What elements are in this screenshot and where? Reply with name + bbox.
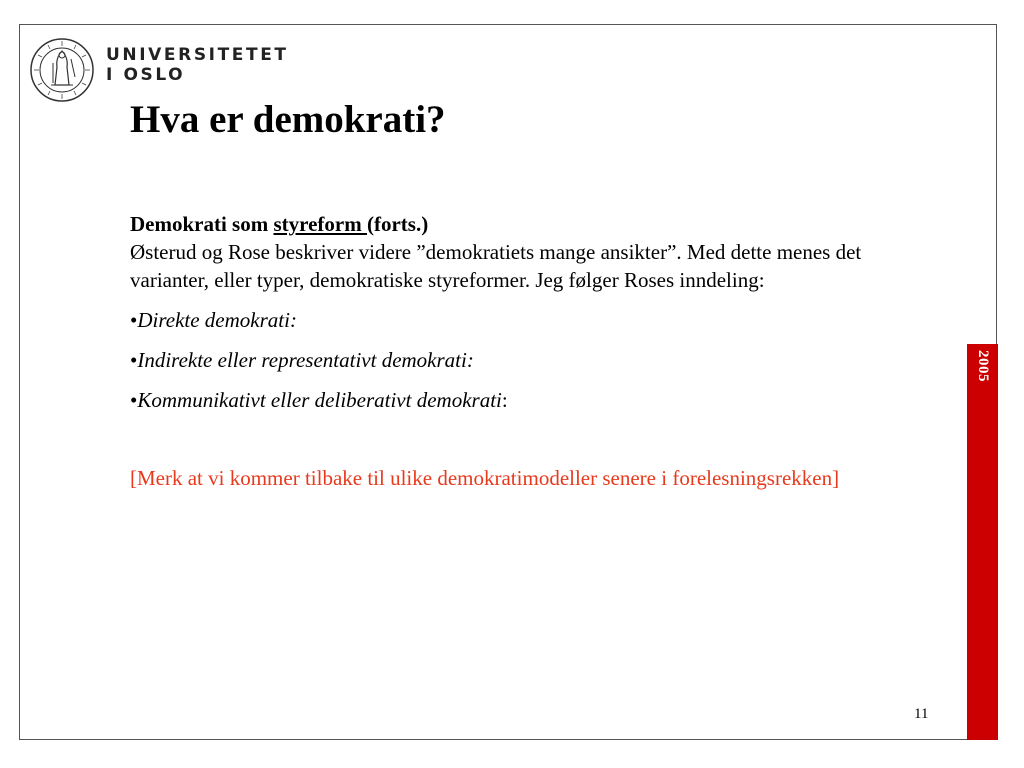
page-number: 11	[914, 706, 929, 722]
bullet-mark: •	[130, 348, 138, 372]
bullet-mark: •	[130, 308, 138, 332]
subheading	[130, 210, 930, 238]
subheading-suffix: (forts.)	[366, 212, 429, 236]
year-label: 2005	[975, 350, 991, 382]
bullet-item	[130, 386, 930, 414]
bullet-mark: •	[130, 388, 138, 412]
bullet-tail: :	[501, 388, 508, 412]
logo-line-1: UNIVERSITETET	[106, 45, 289, 65]
bullet-term: Indirekte eller representativt demokrati:	[137, 348, 474, 372]
university-logo-text	[106, 45, 289, 85]
bullet-term: Kommunikativt eller deliberativt demokrati	[137, 388, 502, 412]
university-seal-icon	[29, 37, 95, 103]
slide-title: Hva er demokrati?	[130, 98, 446, 141]
year-label-box	[967, 344, 998, 404]
slide-content	[130, 210, 930, 492]
subheading-underlined: styreform	[273, 212, 367, 236]
bullet-item	[130, 346, 930, 374]
logo-line-2: I OSLO	[106, 65, 186, 85]
bullet-term: Direkte demokrati:	[137, 308, 297, 332]
subheading-prefix: Demokrati som	[130, 212, 274, 236]
body-paragraph: Østerud og Rose beskriver videre ”demokratiets mange ansikter”. Med dette menes det varianter, eller typer, demokratiske styreformer. Jeg følger Roses inndeling:	[130, 240, 862, 292]
bullet-item	[130, 306, 930, 334]
note-text: [Merk at vi kommer tilbake til ulike demokratimodeller senere i forelesningsrekken]	[130, 466, 840, 490]
